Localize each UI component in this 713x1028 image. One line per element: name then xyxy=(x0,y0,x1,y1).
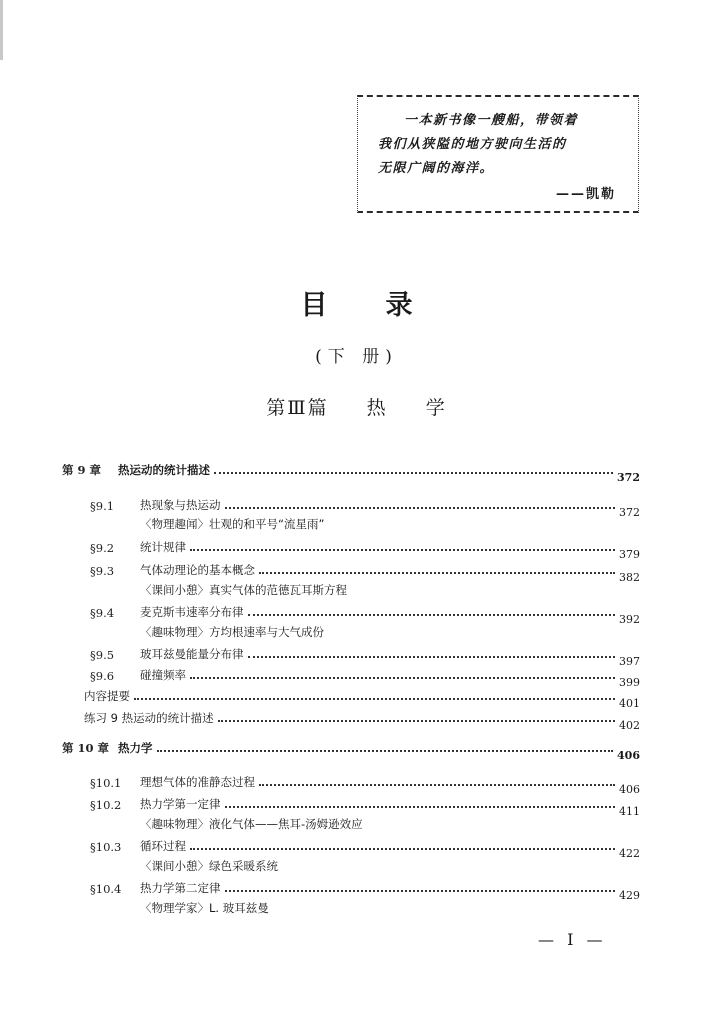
entry-number: §9.3 xyxy=(90,564,115,578)
toc-entry-box[interactable]: 〈课间小憩〉绿色采暖系统 xyxy=(140,859,278,873)
entry-label: 碰撞频率 xyxy=(140,668,186,682)
entry-page: 422 xyxy=(619,847,640,860)
entry-label: 循环过程 xyxy=(140,839,186,853)
toc-entry-box[interactable]: 〈物理趣闻〉壮观的和平号“流星雨” xyxy=(140,517,325,531)
entry-page: 392 xyxy=(619,613,640,626)
part-heading: 第Ⅲ篇 热 学 xyxy=(266,397,447,419)
entry-number: §10.3 xyxy=(90,840,122,854)
dot-leader xyxy=(157,750,614,752)
entry-number: §9.1 xyxy=(90,499,115,513)
entry-label: 热现象与热运动 xyxy=(140,498,221,512)
entry-page: 411 xyxy=(619,805,640,818)
page-number: — I — xyxy=(538,930,607,949)
dot-leader xyxy=(190,848,615,850)
entry-page: 401 xyxy=(619,697,640,710)
entry-number: §9.4 xyxy=(90,606,115,620)
dot-leader xyxy=(259,572,615,574)
entry-page: 406 xyxy=(617,749,640,762)
entry-number: §10.4 xyxy=(90,882,122,896)
dot-leader xyxy=(259,784,615,786)
dot-leader xyxy=(225,890,616,892)
toc-entry-chapter[interactable] xyxy=(62,458,640,484)
entry-page: 382 xyxy=(619,571,640,584)
dot-leader xyxy=(190,549,615,551)
entry-label: 练习 9 热运动的统计描述 xyxy=(84,711,214,725)
volume-label: (下 册) xyxy=(315,347,398,367)
toc-entry-section[interactable] xyxy=(90,600,640,626)
dot-leader xyxy=(248,614,616,616)
dot-leader xyxy=(190,677,615,679)
toc-entry-box[interactable]: 〈课间小憩〉真实气体的范德瓦耳斯方程 xyxy=(140,583,347,597)
toc-entry-section[interactable] xyxy=(90,493,640,519)
toc-entry-section[interactable] xyxy=(90,792,640,818)
toc-entry-summary[interactable] xyxy=(84,684,640,710)
epigraph-author: ——凯勒 xyxy=(555,187,616,202)
entry-label: 麦克斯韦速率分布律 xyxy=(140,605,244,619)
toc-entry-box[interactable]: 〈物理学家〉L. 玻耳兹曼 xyxy=(140,901,269,915)
entry-label: 内容提要 xyxy=(84,689,130,703)
entry-page: 397 xyxy=(619,655,640,668)
entry-label: 热力学第二定律 xyxy=(140,881,221,895)
entry-label: 热运动的统计描述 xyxy=(118,463,210,477)
entry-number: §9.2 xyxy=(90,541,115,555)
epigraph-line: 一本新书像一艘船，带领着 xyxy=(404,113,579,128)
dot-leader xyxy=(225,806,616,808)
entry-number: §10.1 xyxy=(90,776,122,790)
toc-entry-chapter[interactable] xyxy=(62,736,640,762)
entry-label: 理想气体的准静态过程 xyxy=(140,775,255,789)
entry-number: 第 10 章 xyxy=(62,741,110,755)
toc-entry-box[interactable]: 〈趣味物理〉液化气体——焦耳-汤姆逊效应 xyxy=(140,817,363,831)
toc-entry-section[interactable] xyxy=(90,876,640,902)
toc-entry-section[interactable] xyxy=(90,770,640,796)
entry-label: 统计规律 xyxy=(140,540,186,554)
entry-page: 429 xyxy=(619,889,640,902)
entry-page: 372 xyxy=(617,471,640,484)
entry-number: 第 9 章 xyxy=(62,463,102,477)
toc-entry-box[interactable]: 〈趣味物理〉方均根速率与大气成份 xyxy=(140,625,324,639)
entry-page: 372 xyxy=(619,506,640,519)
entry-page: 399 xyxy=(619,676,640,689)
toc-entry-section[interactable] xyxy=(90,558,640,584)
entry-page: 406 xyxy=(619,783,640,796)
toc-entry-exercise[interactable] xyxy=(84,706,640,732)
toc-entry-section[interactable] xyxy=(90,663,640,689)
toc-title: 目录 xyxy=(300,290,471,321)
dot-leader xyxy=(248,656,616,658)
dot-leader xyxy=(218,720,615,722)
dot-leader xyxy=(134,698,615,700)
entry-label: 热力学第一定律 xyxy=(140,797,221,811)
entry-label: 玻耳兹曼能量分布律 xyxy=(140,647,244,661)
epigraph-line: 无限广阔的海洋。 xyxy=(378,161,495,176)
entry-label: 气体动理论的基本概念 xyxy=(140,563,255,577)
entry-page: 379 xyxy=(619,548,640,561)
entry-page: 402 xyxy=(619,719,640,732)
entry-number: §10.2 xyxy=(90,798,122,812)
entry-number: §9.5 xyxy=(90,648,115,662)
toc-entry-section[interactable] xyxy=(90,642,640,668)
entry-number: §9.6 xyxy=(90,669,115,683)
toc-entry-section[interactable] xyxy=(90,535,640,561)
epigraph-line: 我们从狭隘的地方驶向生活的 xyxy=(378,137,567,152)
dot-leader xyxy=(225,507,616,509)
toc-entry-section[interactable] xyxy=(90,834,640,860)
dot-leader xyxy=(214,472,613,474)
entry-label: 热力学 xyxy=(118,741,153,755)
